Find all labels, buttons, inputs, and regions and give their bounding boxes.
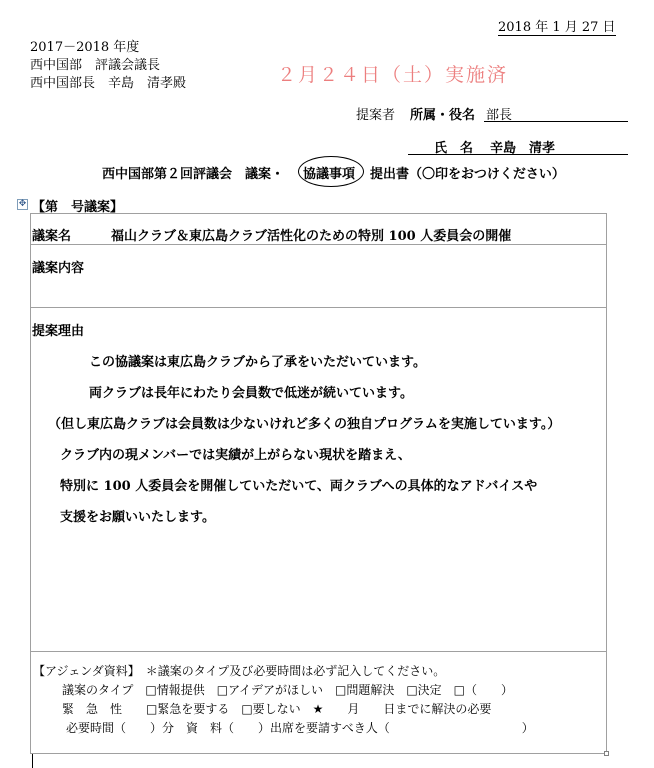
name-underline [408,154,628,155]
urgency-options: 緊 急 性 □緊急を要する □要しない ★ 月 日までに解決の必要 [62,702,492,716]
proposer-name-label: 氏 名 [434,141,474,156]
reason-line: 支援をお願いいたします。 [60,510,215,525]
row-divider-1 [30,244,606,245]
reason-line: クラブ内の現メンバーでは実績が上がらない現状を踏まえ、 [60,448,411,463]
form-bottom-border [30,753,606,754]
reason-line: 特別に 100 人委員会を開催していただいて、両クラブへの具体的なアドバイスや [60,479,538,494]
content-label: 議案内容 [32,261,85,276]
agenda-name-label: 議案名 [32,229,72,244]
document-date: 2018 年 1 月 27 日 [498,16,616,36]
proposer-role-label: 所属・役名 [410,108,476,123]
title-prefix: 西中国部第２回評議会 議案・ [102,167,285,182]
row-divider-2 [30,307,606,308]
reason-line: 両クラブは長年にわたり会員数で低迷が続いています。 [89,386,413,401]
reason-line: この協議案は東広島クラブから了承をいただいています。 [89,355,426,370]
form-left-border [30,213,31,753]
agenda-number: 【第 号議案】 [32,200,124,215]
title-circled-option: 協議事項 [303,167,356,182]
form-right-border [606,213,607,753]
fiscal-year: 2017－2018 年度 [30,40,140,55]
agenda-type-options: 議案のタイプ □情報提供 □アイデアがほしい □問題解決 □決定 □（ ） [62,683,514,697]
table-move-handle-icon[interactable]: ✥ [18,199,27,209]
table-resize-handle[interactable] [604,751,609,756]
agenda-materials: 【アジェンダ資料】 ＊議案のタイプ及び必要時間は必ず記入してください。 [33,664,446,678]
reason-line: （但し東広島クラブは会員数は少ないけれど多くの独自プログラムを実施しています。） [48,417,561,432]
row-divider-3 [30,651,606,652]
role-underline [484,121,628,122]
proposer-role-value: 部長 [486,108,513,123]
agenda-name-value: 福山クラブ＆東広島クラブ活性化のための特別 100 人委員会の開催 [111,229,512,244]
required-time-line: 必要時間（ ）分 資 料（ ）出席を要請すべき人（ ） [66,721,534,735]
text-cursor [32,754,33,768]
form-top-border [30,213,606,214]
proposer-name-value: 辛島 清孝 [490,141,556,156]
selection-circle [298,156,364,187]
proposer-label: 提案者 [356,108,396,123]
reason-label: 提案理由 [32,324,85,339]
addressee-line-1: 西中国部 評議会議長 [30,58,161,73]
title-suffix: 提出書（〇印をおつけください） [370,167,565,182]
completion-stamp: ２月２４日（土）実施済 [277,64,509,86]
addressee-line-2: 西中国部長 辛島 清孝殿 [30,76,187,91]
